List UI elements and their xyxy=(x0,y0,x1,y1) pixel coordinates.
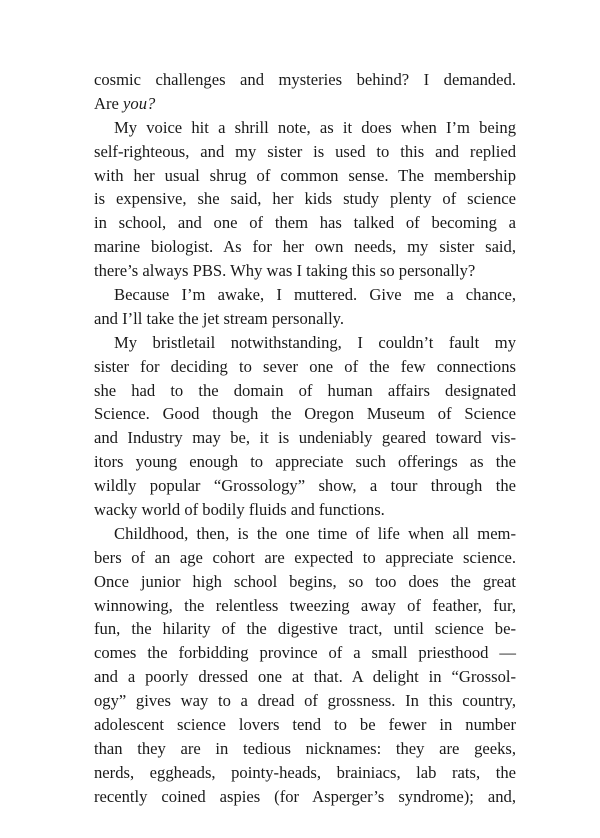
text-line: and I’ll take the jet stream personally. xyxy=(94,308,345,328)
text-line: than they are in tedious nicknames: they are geeks, xyxy=(94,738,516,758)
text-line: and a poorly dressed one at that. A delight in “Grossol- xyxy=(94,667,516,687)
text-line: wacky world of bodily fluids and functions. xyxy=(94,500,385,520)
text-line: there’s always PBS. Why was I taking this so personally? xyxy=(94,261,476,281)
text-line: nerds, eggheads, pointy-heads, brainiacs, lab rats, the xyxy=(94,762,516,782)
book-page-text xyxy=(94,68,516,809)
text-line: Once junior high school begins, so too does the great xyxy=(94,571,516,591)
text-line: ogy” gives way to a dread of grossness. In this country, xyxy=(94,691,516,711)
text-line: adolescent science lovers tend to be fewer in number xyxy=(94,715,516,735)
text-line: cosmic challenges and mysteries behind? I demanded. xyxy=(94,70,516,89)
text-line: comes the forbidding province of a small priesthood — xyxy=(94,643,516,663)
text-line: marine biologist. As for her own needs, my sister said, xyxy=(94,237,516,257)
text-line: Science. Good though the Oregon Museum of Science xyxy=(94,404,516,424)
text-line: sister for deciding to sever one of the few connections xyxy=(94,356,516,376)
text-line: is expensive, she said, her kids study plenty of science xyxy=(94,189,516,209)
text-line: winnowing, the relentless tweezing away of feather, fur, xyxy=(94,595,516,615)
text-line: with her usual shrug of common sense. The membership xyxy=(94,165,516,185)
text-line: My voice hit a shrill note, as it does when I’m being xyxy=(114,117,516,137)
text-line: Are you? xyxy=(94,93,156,113)
text-line: and Industry may be, it is undeniably geared toward vis- xyxy=(94,428,516,448)
text-line: Childhood, then, is the one time of life when all mem- xyxy=(114,523,516,543)
text-line: wildly popular “Grossology” show, a tour through the xyxy=(94,476,516,496)
text-line: she had to the domain of human affairs designated xyxy=(94,380,516,400)
text-line: in school, and one of them has talked of becoming a xyxy=(94,213,516,233)
text-line: fun, the hilarity of the digestive tract, until science be- xyxy=(94,619,516,639)
text-line: self-righteous, and my sister is used to this and replied xyxy=(94,141,516,161)
text-line: itors young enough to appreciate such offerings as the xyxy=(94,452,516,472)
text-line: My bristletail notwithstanding, I couldn’t fault my xyxy=(114,332,516,352)
text-line: Because I’m awake, I muttered. Give me a chance, xyxy=(114,285,516,305)
text-line: recently coined aspies (for Asperger’s syndrome); and, xyxy=(94,786,516,806)
text-line: bers of an age cohort are expected to appreciate science. xyxy=(94,547,516,567)
